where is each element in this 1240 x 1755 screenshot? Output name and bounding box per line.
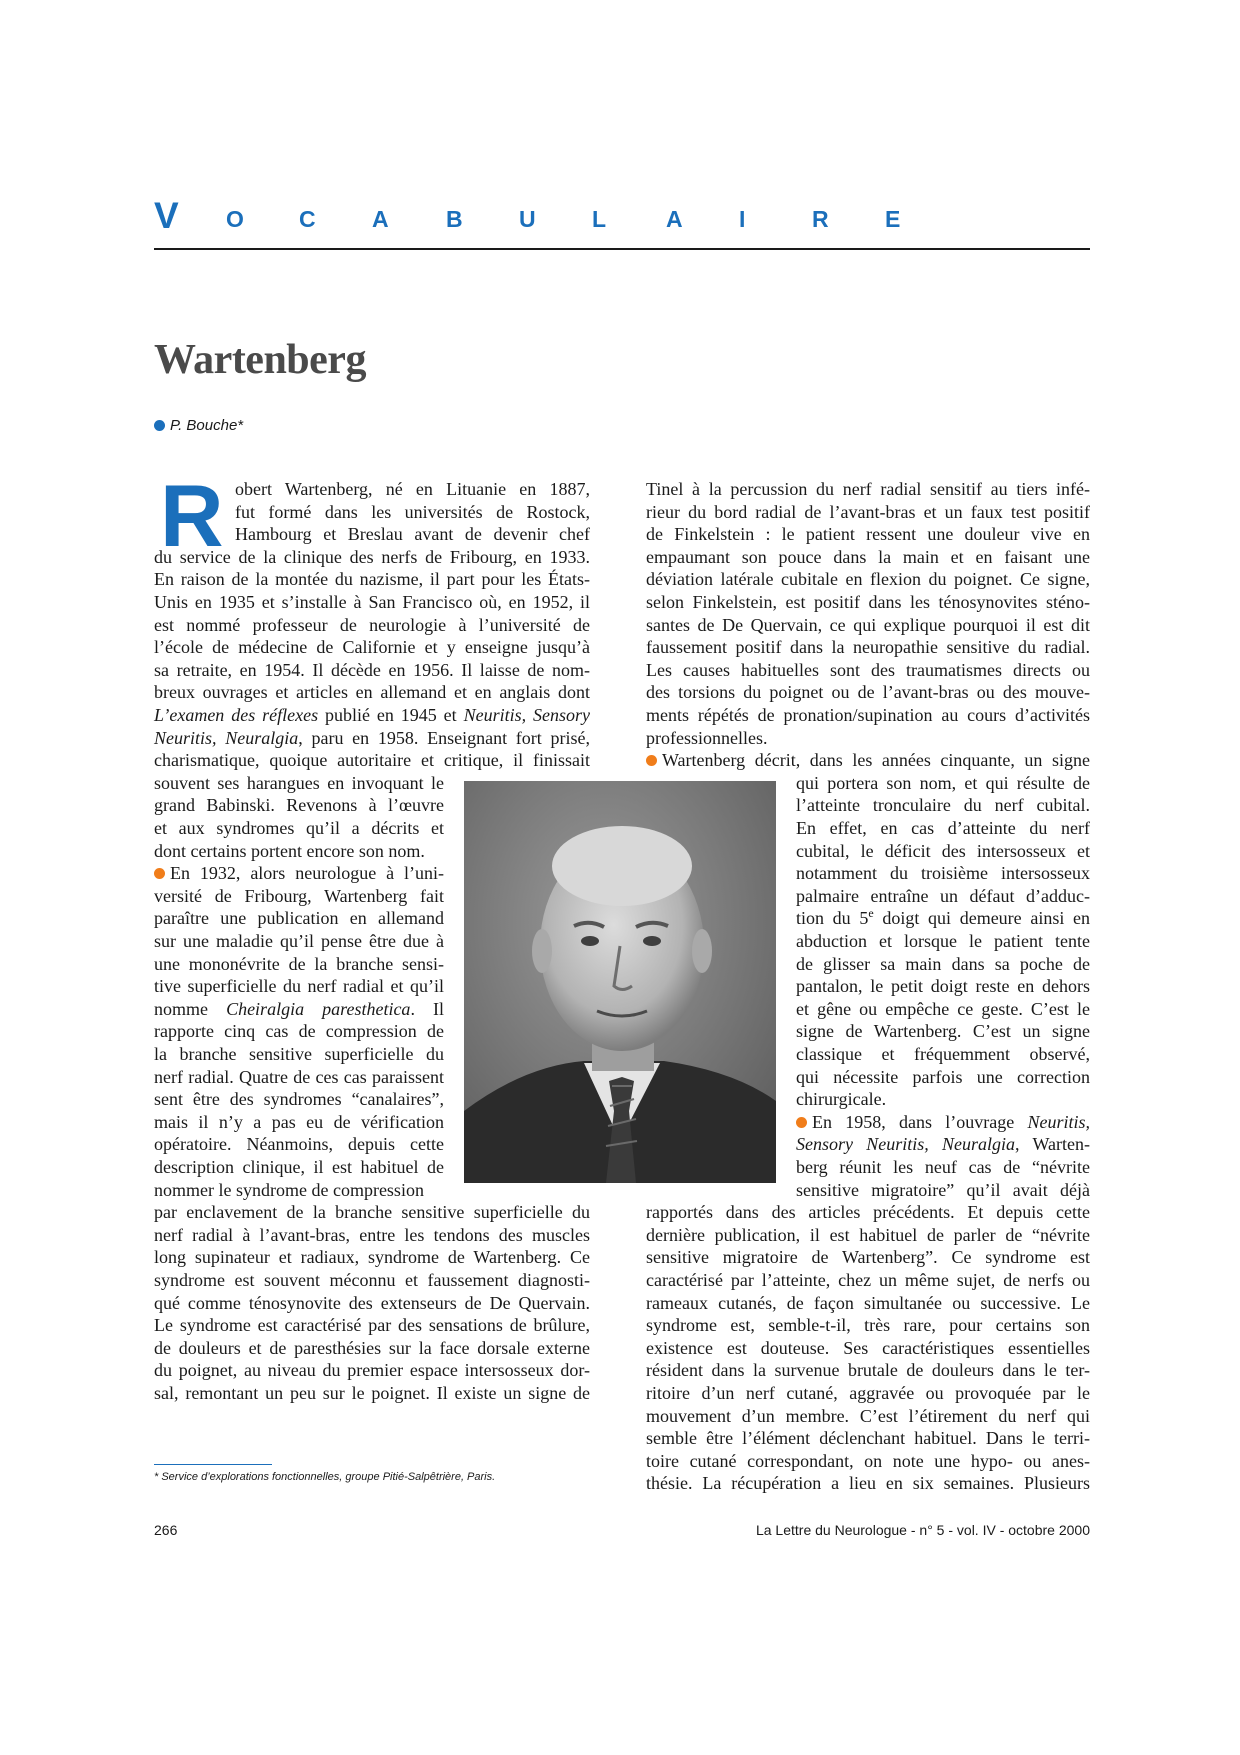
text-line — [796, 840, 1090, 863]
text-segment: Sensory Neuritis, Neuralgia — [796, 1134, 1016, 1155]
text-segment: thésie. La récupération a lieu en six semaines. Plusieurs — [646, 1473, 1090, 1494]
text-segment: professionnelles. — [646, 727, 768, 748]
text-line — [154, 614, 590, 637]
text-line — [154, 1088, 444, 1111]
bullet-icon — [154, 420, 165, 431]
text-line — [796, 885, 1090, 908]
text-segment: doigt qui demeure ainsi en — [873, 908, 1090, 929]
text-segment: une mononévrite de la branche sensi- — [154, 953, 444, 974]
text-line — [154, 1292, 590, 1315]
text-segment: Neuritis, — [1027, 1111, 1090, 1132]
text-line — [154, 727, 590, 750]
text-line — [646, 1405, 1090, 1428]
text-line — [154, 1224, 590, 1247]
text-segment: Neuritis, Sensory — [463, 705, 590, 725]
text-segment: existence est douteuse. Ses caractéristiques essentielles — [646, 1337, 1090, 1358]
text-line — [646, 1269, 1090, 1292]
section-letter: V — [154, 195, 179, 236]
text-line — [154, 636, 590, 659]
text-segment: signe de Wartenberg. C’est un signe — [796, 1021, 1090, 1042]
text-line — [646, 614, 1090, 637]
section-letter: E — [885, 206, 901, 232]
text-line — [646, 1201, 1090, 1224]
text-segment: long supinateur et radiaux, syndrome de Wartenberg. Ce — [154, 1247, 590, 1268]
text-line — [154, 975, 444, 998]
text-segment: la branche sensitive superficielle du — [154, 1044, 444, 1064]
text-segment: publié en 1945 et — [318, 705, 464, 725]
text-line — [646, 501, 1090, 524]
text-segment: sensitive migratoire de Wartenberg”. Ce syndrome est — [646, 1247, 1090, 1268]
article-title: Wartenberg — [154, 337, 366, 383]
text-line — [646, 749, 1090, 772]
text-segment: des torsions du poignet ou de l’avant-bras ou des mouve- — [646, 682, 1090, 703]
text-line — [154, 546, 590, 569]
text-segment: syndrome est, semble-t-il, très rare, pour certains son — [646, 1315, 1090, 1336]
text-segment: toire cutané correspondant, on note une hypo- ou anes- — [646, 1450, 1090, 1471]
text-segment: ritoire d’un nerf cutané, aggravée ou provoquée par le — [646, 1383, 1090, 1403]
text-segment: rapportés dans des articles précédents. Et depuis cette — [646, 1202, 1090, 1223]
text-segment: ments répétés de pronation/supination au cours d’activités — [646, 705, 1090, 725]
text-segment: classique et fréquemment observé, — [796, 1044, 1090, 1064]
text-segment: En 1958, dans l’ouvrage — [812, 1111, 1028, 1132]
text-line — [646, 1359, 1090, 1382]
text-line — [646, 591, 1090, 614]
text-segment: et aux syndromes qu’il a décrits et — [154, 818, 444, 838]
text-segment: fut formé dans les universités de Rostock, — [235, 501, 590, 522]
text-line — [646, 1382, 1090, 1405]
text-segment: pantalon, le petit doigt reste en dehors — [796, 976, 1090, 997]
text-line — [796, 975, 1090, 998]
text-segment: grand Babinski. Revenons à l’œuvre — [154, 795, 444, 816]
text-segment: mais il n’y a pas eu de vérification — [154, 1111, 444, 1132]
text-segment: breux ouvrages et articles en allemand et en anglais dont — [154, 682, 590, 703]
text-segment: abduction et lorsque le patient tente — [796, 931, 1090, 951]
section-letter: R — [812, 206, 829, 232]
text-segment: , paru en 1958. Enseignant fort prisé, — [298, 727, 590, 748]
text-segment: l’atteinte tronculaire du nerf cubital. — [796, 795, 1090, 816]
text-line — [154, 1201, 590, 1224]
text-segment: tion du 5 — [796, 908, 869, 929]
author-line — [154, 417, 243, 434]
text-segment: sent être des syndromes “canalaires”, — [154, 1089, 444, 1110]
bullet-icon — [796, 1117, 807, 1128]
drop-cap: R — [160, 466, 224, 565]
text-line — [154, 681, 590, 704]
text-line — [154, 1246, 590, 1269]
text-segment: caractérisé par l’atteinte, chez un même sujet, de nerfs ou — [646, 1270, 1090, 1290]
text-line — [796, 772, 1090, 795]
text-segment: syndrome est souvent méconnu et faussement diagnosti- — [154, 1270, 590, 1290]
text-segment: sal, remontant un peu sur le poignet. Il existe un signe de — [154, 1383, 590, 1403]
text-segment: rapporte cinq cas de compression de — [154, 1021, 444, 1042]
text-segment: tive superficielle du nerf radial et qu’il — [154, 976, 444, 997]
text-line — [154, 1314, 590, 1337]
text-line — [646, 1314, 1090, 1337]
text-line — [646, 1450, 1090, 1473]
text-line — [646, 681, 1090, 704]
footnote: * Service d’explorations fonctionnelles, groupe Pitié-Salpêtrière, Paris. — [154, 1471, 496, 1483]
text-segment: et gêne ou empêche ce geste. C’est le — [796, 998, 1090, 1019]
text-segment: qué comme ténosynovite des extenseurs de De Quervain. — [154, 1292, 590, 1313]
text-line — [796, 1179, 1090, 1202]
text-segment: berg réunit les neuf cas de “névrite — [796, 1157, 1090, 1177]
text-line — [796, 794, 1090, 817]
text-line — [154, 1020, 444, 1043]
text-line — [154, 568, 590, 591]
text-segment: chirurgicale. — [796, 1089, 887, 1110]
text-line — [646, 1246, 1090, 1269]
text-segment: sur une maladie qu’il pense être due à — [154, 931, 444, 951]
text-line — [646, 523, 1090, 546]
text-segment: cubital, le déficit des intersosseux et — [796, 840, 1090, 861]
bullet-icon — [646, 755, 657, 766]
text-segment: . Il — [410, 998, 444, 1019]
journal-footer: La Lettre du Neurologue - n° 5 - vol. IV - octobre 2000 — [755, 1522, 1090, 1538]
section-letter: C — [299, 206, 316, 232]
text-segment: de douleurs et de paresthésies sur la face dorsale externe — [154, 1337, 590, 1358]
text-segment: de glisser sa main dans sa poche de — [796, 953, 1090, 974]
author-name: P. Bouche* — [170, 417, 244, 434]
section-letter: L — [592, 206, 607, 232]
text-segment: Wartenberg décrit, dans les années cinquante, un signe — [662, 750, 1090, 771]
text-line — [796, 817, 1090, 840]
text-segment: charismatique, quoique autoritaire et critique, il finissait — [154, 750, 590, 771]
text-line — [646, 568, 1090, 591]
text-segment: notamment du troisième intersosseux — [796, 863, 1090, 884]
section-letter: B — [446, 206, 463, 232]
text-line — [154, 1133, 444, 1156]
text-segment: santes de De Quervain, ce qui explique pourquoi il est dit — [646, 614, 1090, 635]
text-line — [646, 1427, 1090, 1450]
text-line — [154, 1269, 590, 1292]
portrait-photo-icon — [464, 781, 776, 1183]
text-segment: description clinique, il est habituel de — [154, 1157, 444, 1177]
text-line — [646, 546, 1090, 569]
text-segment: En raison de la montée du nazisme, il part pour les États- — [154, 569, 590, 590]
text-segment: Neuritis, Neuralgia — [154, 727, 299, 748]
text-segment: par enclavement de la branche sensitive superficielle du — [154, 1202, 590, 1223]
section-header — [154, 195, 1090, 236]
text-line — [154, 1337, 590, 1360]
text-segment: nerf radial à l’avant-bras, entre les tendons des muscles — [154, 1224, 590, 1245]
text-segment: Hambourg et Breslau avant de devenir chef — [235, 524, 590, 545]
text-segment: Tinel à la percussion du nerf radial sensitif au tiers infé- — [646, 479, 1090, 499]
text-segment: e — [868, 906, 874, 921]
text-segment: résident dans la survenue brutale de douleurs dans le ter- — [646, 1360, 1090, 1381]
text-line — [154, 749, 590, 772]
text-line — [796, 1111, 1090, 1134]
text-line — [154, 998, 444, 1021]
text-segment: Cheiralgia paresthetica — [226, 998, 411, 1019]
text-segment: nomme — [154, 998, 227, 1019]
header-rule — [154, 248, 1090, 250]
text-segment: obert Wartenberg, né en Lituanie en 1887, — [235, 479, 590, 499]
text-segment: Les causes habituelles sont des traumatismes directs ou — [646, 659, 1090, 680]
text-segment: faussement positif dans la neuropathie sensitive du radial. — [646, 637, 1090, 658]
text-segment: rieur du bord radial de l’avant-bras et un faux test positif — [646, 501, 1090, 522]
text-segment: En effet, en cas d’atteinte du nerf — [796, 818, 1090, 838]
text-line — [796, 1088, 1090, 1111]
text-segment: nommer le syndrome de compression — [154, 1179, 424, 1200]
section-letter: A — [372, 206, 389, 232]
footnote-rule — [154, 1464, 272, 1465]
text-line — [154, 840, 444, 863]
text-segment: Le syndrome est caractérisé par des sensations de brûlure, — [154, 1315, 590, 1336]
text-line — [796, 998, 1090, 1021]
text-segment: palmaire entraîne un défaut d’adduc- — [796, 885, 1090, 906]
text-line — [796, 1066, 1090, 1089]
text-segment: empaumant son pouce dans la main et en faisant une — [646, 546, 1090, 567]
text-line — [154, 1066, 444, 1089]
text-segment: qui nécessite parfois une correction — [796, 1066, 1090, 1087]
text-segment: déviation latérale cubitale en flexion du poignet. Ce signe, — [646, 569, 1090, 590]
portrait-photo — [464, 781, 776, 1183]
text-segment: En 1932, alors neurologue à l’uni- — [170, 863, 444, 884]
text-line — [154, 591, 590, 614]
text-segment: du service de la clinique des nerfs de Fribourg, en 1933. — [154, 546, 590, 567]
text-line — [154, 704, 590, 727]
text-line — [154, 1359, 590, 1382]
text-segment: , Warten- — [1015, 1134, 1090, 1155]
text-segment: mouvement d’un membre. C’est l’étirement du nerf qui — [646, 1405, 1090, 1426]
text-line — [154, 1043, 444, 1066]
text-line — [154, 817, 444, 840]
text-line — [154, 1382, 590, 1405]
text-segment: Unis en 1935 et s’installe à San Francisco où, en 1952, il — [154, 592, 590, 612]
text-line — [154, 794, 444, 817]
text-segment: paraître une publication en allemand — [154, 908, 444, 929]
text-segment: semble être l’élément déclenchant habituel. Dans le terri- — [646, 1428, 1090, 1449]
text-line — [235, 523, 590, 546]
text-line — [796, 1156, 1090, 1179]
text-segment: sensitive migratoire” qu’il avait déjà — [796, 1179, 1090, 1200]
text-line — [154, 1179, 444, 1202]
text-line — [154, 1111, 444, 1134]
text-line — [235, 501, 590, 524]
text-segment: de Finkelstein : le patient ressent une douleur vive en — [646, 524, 1090, 545]
section-letter: O — [226, 206, 244, 232]
section-letter: A — [666, 206, 683, 232]
text-line — [154, 930, 444, 953]
text-segment: du poignet, au niveau du premier espace intersosseux dor- — [154, 1360, 590, 1381]
text-line — [154, 885, 444, 908]
text-line — [154, 953, 444, 976]
section-letter: I — [739, 206, 746, 232]
text-line — [646, 636, 1090, 659]
text-line — [154, 772, 444, 795]
text-segment: nerf radial. Quatre de ces cas paraissent — [154, 1066, 444, 1087]
text-line — [646, 659, 1090, 682]
text-line — [646, 727, 1090, 750]
text-segment: souvent ses harangues en invoquant le — [154, 772, 444, 793]
text-segment: est nommé professeur de neurologie à l’université de — [154, 614, 590, 635]
text-line — [796, 930, 1090, 953]
text-line — [646, 1337, 1090, 1360]
bullet-icon — [154, 868, 165, 879]
text-line — [646, 478, 1090, 501]
text-segment: rameaux cutanés, de façon simultanée ou successive. Le — [646, 1292, 1090, 1313]
text-segment: dont certains portent encore son nom. — [154, 840, 425, 861]
text-segment: L’examen des réflexes — [154, 705, 319, 725]
section-letter: U — [519, 206, 536, 232]
text-segment: opératoire. Néanmoins, depuis cette — [154, 1134, 444, 1155]
text-line — [646, 1472, 1090, 1495]
text-line — [235, 478, 590, 501]
text-line — [796, 907, 1090, 930]
text-line — [154, 1156, 444, 1179]
text-line — [646, 1224, 1090, 1247]
text-segment: dernière publication, il est habituel de parler de “névrite — [646, 1224, 1090, 1245]
text-line — [796, 1043, 1090, 1066]
text-line — [796, 1020, 1090, 1043]
text-line — [796, 862, 1090, 885]
text-segment: l’école de médecine de Californie et y enseigne jusqu’à — [154, 637, 590, 658]
text-segment: selon Finkelstein, est positif dans les ténosynovites sténo- — [646, 592, 1090, 612]
text-line — [796, 1133, 1090, 1156]
text-line — [646, 704, 1090, 727]
text-line — [646, 1292, 1090, 1315]
text-segment: sa retraite, en 1954. Il décède en 1956. Il laisse de nom- — [154, 659, 590, 680]
text-segment: versité de Fribourg, Wartenberg fait — [154, 885, 444, 906]
text-line — [154, 907, 444, 930]
text-segment: qui portera son nom, et qui résulte de — [796, 772, 1090, 793]
page-number: 266 — [154, 1522, 178, 1538]
text-line — [154, 862, 444, 885]
text-line — [796, 953, 1090, 976]
text-line — [154, 659, 590, 682]
